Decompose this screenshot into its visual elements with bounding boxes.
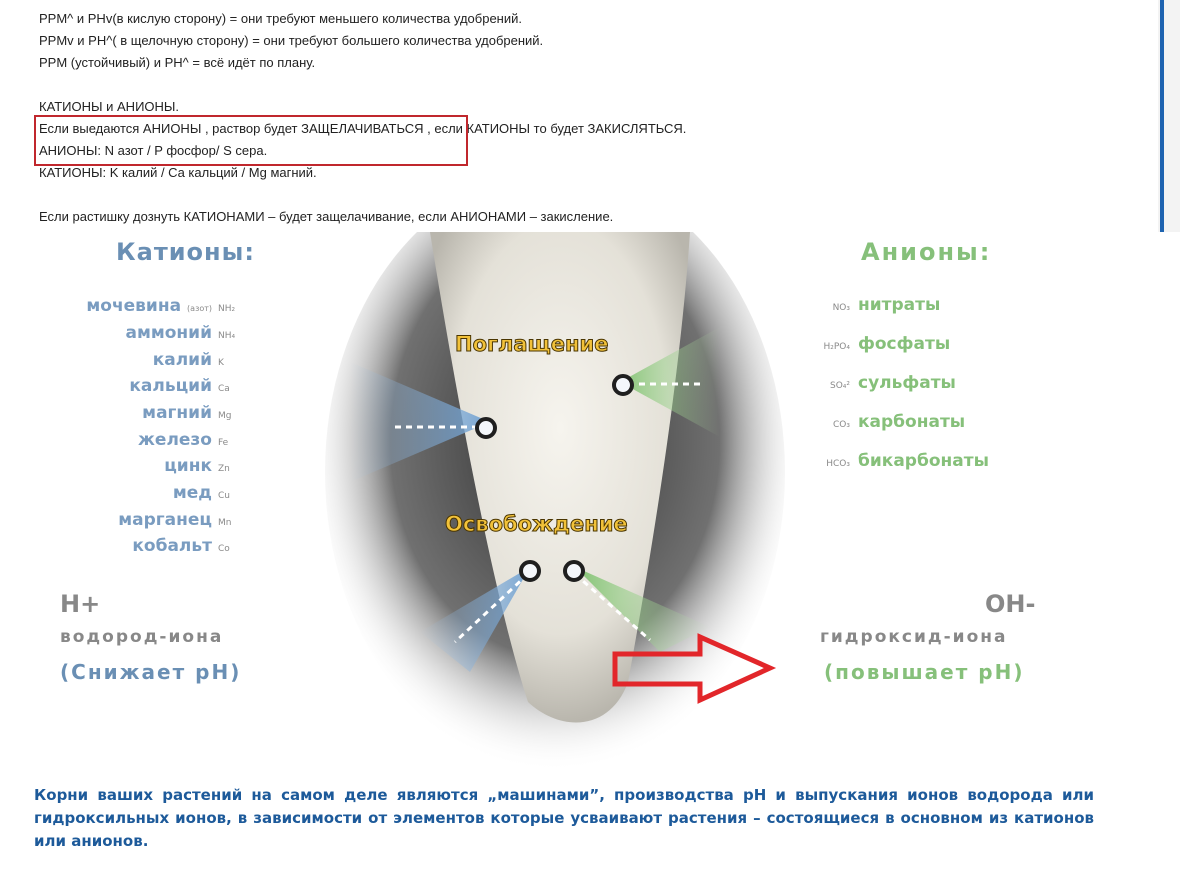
cation-row: марганец Mn xyxy=(118,510,232,530)
h-ion-name: водород-иона xyxy=(60,627,224,647)
release-label: Освобождение xyxy=(445,512,628,536)
cation-row: кальций Ca xyxy=(129,376,230,396)
oh-release-point xyxy=(565,562,583,580)
cations-title: Катионы: xyxy=(116,238,255,266)
cation-row: аммоний NH₄ xyxy=(125,323,236,343)
cation-row: цинк Zn xyxy=(164,456,230,476)
cation-row: кобальт Co xyxy=(132,536,230,556)
highlight-box xyxy=(34,115,468,166)
anion-row: NO₃ нитраты xyxy=(832,295,941,315)
note-line: КАТИОНЫ: K калий / Ca кальций / Mg магний. xyxy=(39,165,317,180)
anions-title: Анионы: xyxy=(861,238,992,266)
note-line: PPM (устойчивый) и PH^ = всё идёт по плану. xyxy=(39,55,316,70)
oh-effect: (повышает pH) xyxy=(824,660,1025,684)
h-effect: (Снижает pH) xyxy=(60,660,242,684)
cation-row: железо Fe xyxy=(138,430,229,450)
h-release-point xyxy=(521,562,539,580)
page-scrollbar[interactable] xyxy=(1158,0,1180,232)
diagram-caption: Корни ваших растений на самом деле являются „машинами”, производства pH и выпускания ионов водорода или гидроксильных ионов, в зависимости от элементов которые усваивают растения – состоящиеся в основном из катионов или анионов. xyxy=(34,786,1094,850)
note-line: PPM^ и PHv(в кислую сторону) = они требуют меньшего количества удобрений. xyxy=(39,11,522,26)
note-line: КАТИОНЫ и АНИОНЫ. xyxy=(39,99,180,114)
anion-row: HCO₃ бикарбонаты xyxy=(826,451,989,471)
note-line: Если растишку дознуть КАТИОНАМИ – будет защелачивание, если АНИОНАМИ – закисление. xyxy=(39,209,614,224)
cation-row: калий K xyxy=(152,350,224,370)
cation-row: мочевина (азот) NH₂ xyxy=(86,296,236,316)
cation-absorb-point xyxy=(477,419,495,437)
anion-row: CO₃ карбонаты xyxy=(833,412,966,432)
root-ion-diagram xyxy=(0,232,1180,772)
anion-row: SO₄² сульфаты xyxy=(829,373,956,393)
h-ion-label: H+ xyxy=(60,590,101,618)
anion-row: H₂PO₄ фосфаты xyxy=(823,334,951,354)
note-line: АНИОНЫ: N азот / P фосфор/ S сера. xyxy=(39,143,268,158)
oh-ion-label: OH- xyxy=(985,590,1036,618)
note-line: Если выедаются АНИОНЫ , раствор будет ЗАЩЕЛАЧИВАТЬСЯ , если КАТИОНЫ то будет ЗАКИСЛЯТЬСЯ. xyxy=(39,121,687,136)
oh-ion-name: гидроксид-иона xyxy=(820,627,1008,647)
absorption-label: Поглащение xyxy=(455,332,609,356)
cation-row: мед Cu xyxy=(172,483,230,503)
cation-row: магний Mg xyxy=(142,403,232,423)
anion-absorb-point xyxy=(614,376,632,394)
note-line: PPMv и PH^( в щелочную сторону) = они требуют большего количества удобрений. xyxy=(39,33,544,48)
